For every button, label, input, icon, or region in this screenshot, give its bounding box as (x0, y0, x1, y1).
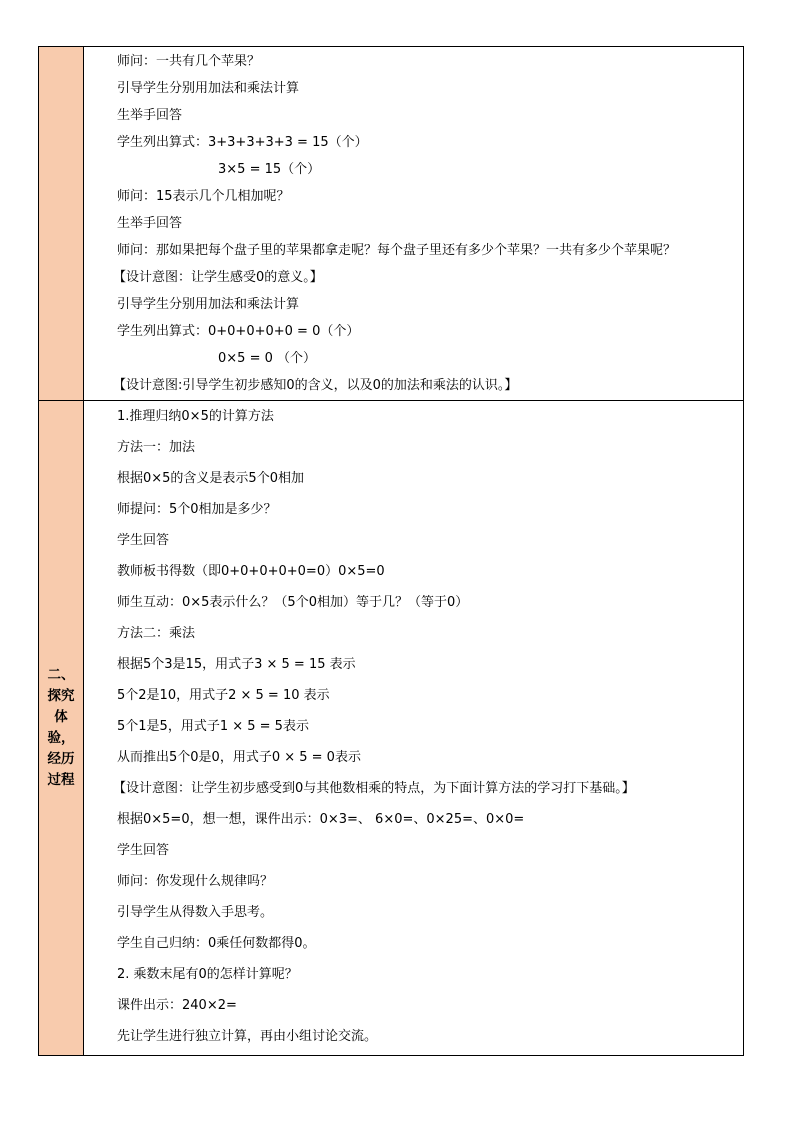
text-line: 师生互动：0×5表示什么？（5个0相加）等于几？（等于0） (117, 595, 469, 610)
section-label-cell (39, 47, 84, 400)
text-line: 5个1是5，用式子1 × 5 = 5表示 (117, 719, 309, 734)
table-row-1 (39, 47, 743, 401)
text-line: 学生回答 (117, 843, 170, 858)
design-intent: 【设计意图:引导学生初步感知0的含义，以及0的加法和乘法的认识。】 (113, 378, 518, 393)
text-line: 方法一：加法 (117, 440, 196, 455)
section-label: 二、探究体验，经历过程 (47, 667, 75, 788)
text-line: 学生列出算式：3+3+3+3+3 = 15（个） (117, 135, 368, 150)
text-line: 师问：一共有几个苹果？ (117, 54, 261, 69)
text-line: 学生自己归纳：0乘任何数都得0。 (117, 936, 316, 951)
table-row-2 (39, 401, 743, 1055)
design-intent: 【设计意图：让学生感受0的意义。】 (113, 270, 323, 285)
content-cell (85, 47, 743, 400)
text-line: 引导学生从得数入手思考。 (117, 905, 274, 920)
text-line: 师问：那如果把每个盘子里的苹果都拿走呢？每个盘子里还有多少个苹果？一共有多少个苹果呢？ (117, 243, 677, 258)
text-line: 生举手回答 (117, 216, 183, 231)
text-line: 根据0×5=0，想一想，课件出示：0×3=、 6×0=、0×25=、0×0= (117, 812, 525, 827)
text-line: 课件出示：240×2= (117, 998, 237, 1013)
text-line: 引导学生分别用加法和乘法计算 (117, 297, 300, 312)
text-line: 引导学生分别用加法和乘法计算 (117, 81, 300, 96)
text-line: 教师板书得数（即0+0+0+0+0=0）0×5=0 (117, 564, 385, 579)
text-line: 3×5 = 15（个） (218, 162, 321, 177)
text-line: 先让学生进行独立计算，再由小组讨论交流。 (117, 1029, 378, 1044)
lesson-table (38, 46, 744, 1056)
text-line: 1.推理归纳0×5的计算方法 (117, 409, 274, 424)
text-line: 2. 乘数末尾有0的怎样计算呢？ (117, 967, 298, 982)
design-intent: 【设计意图：让学生初步感受到0与其他数相乘的特点，为下面计算方法的学习打下基础。】 (113, 781, 635, 796)
text-line: 方法二：乘法 (117, 626, 196, 641)
text-line: 5个2是10，用式子2 × 5 = 10 表示 (117, 688, 330, 703)
text-line: 学生列出算式：0+0+0+0+0 = 0（个） (117, 324, 360, 339)
text-line: 师问：15表示几个几相加呢？ (117, 189, 290, 204)
content-cell (85, 401, 743, 1055)
text-line: 师问：你发现什么规律吗？ (117, 874, 274, 889)
text-line: 师提问：5个0相加是多少？ (117, 502, 277, 517)
text-line: 根据5个3是15，用式子3 × 5 = 15 表示 (117, 657, 356, 672)
text-line: 0×5 = 0 （个） (218, 351, 316, 366)
text-line: 生举手回答 (117, 108, 183, 123)
text-line: 根据0×5的含义是表示5个0相加 (117, 471, 304, 486)
text-line: 学生回答 (117, 533, 170, 548)
section-label-cell (39, 401, 84, 1055)
text-line: 从而推出5个0是0，用式子0 × 5 = 0表示 (117, 750, 361, 765)
